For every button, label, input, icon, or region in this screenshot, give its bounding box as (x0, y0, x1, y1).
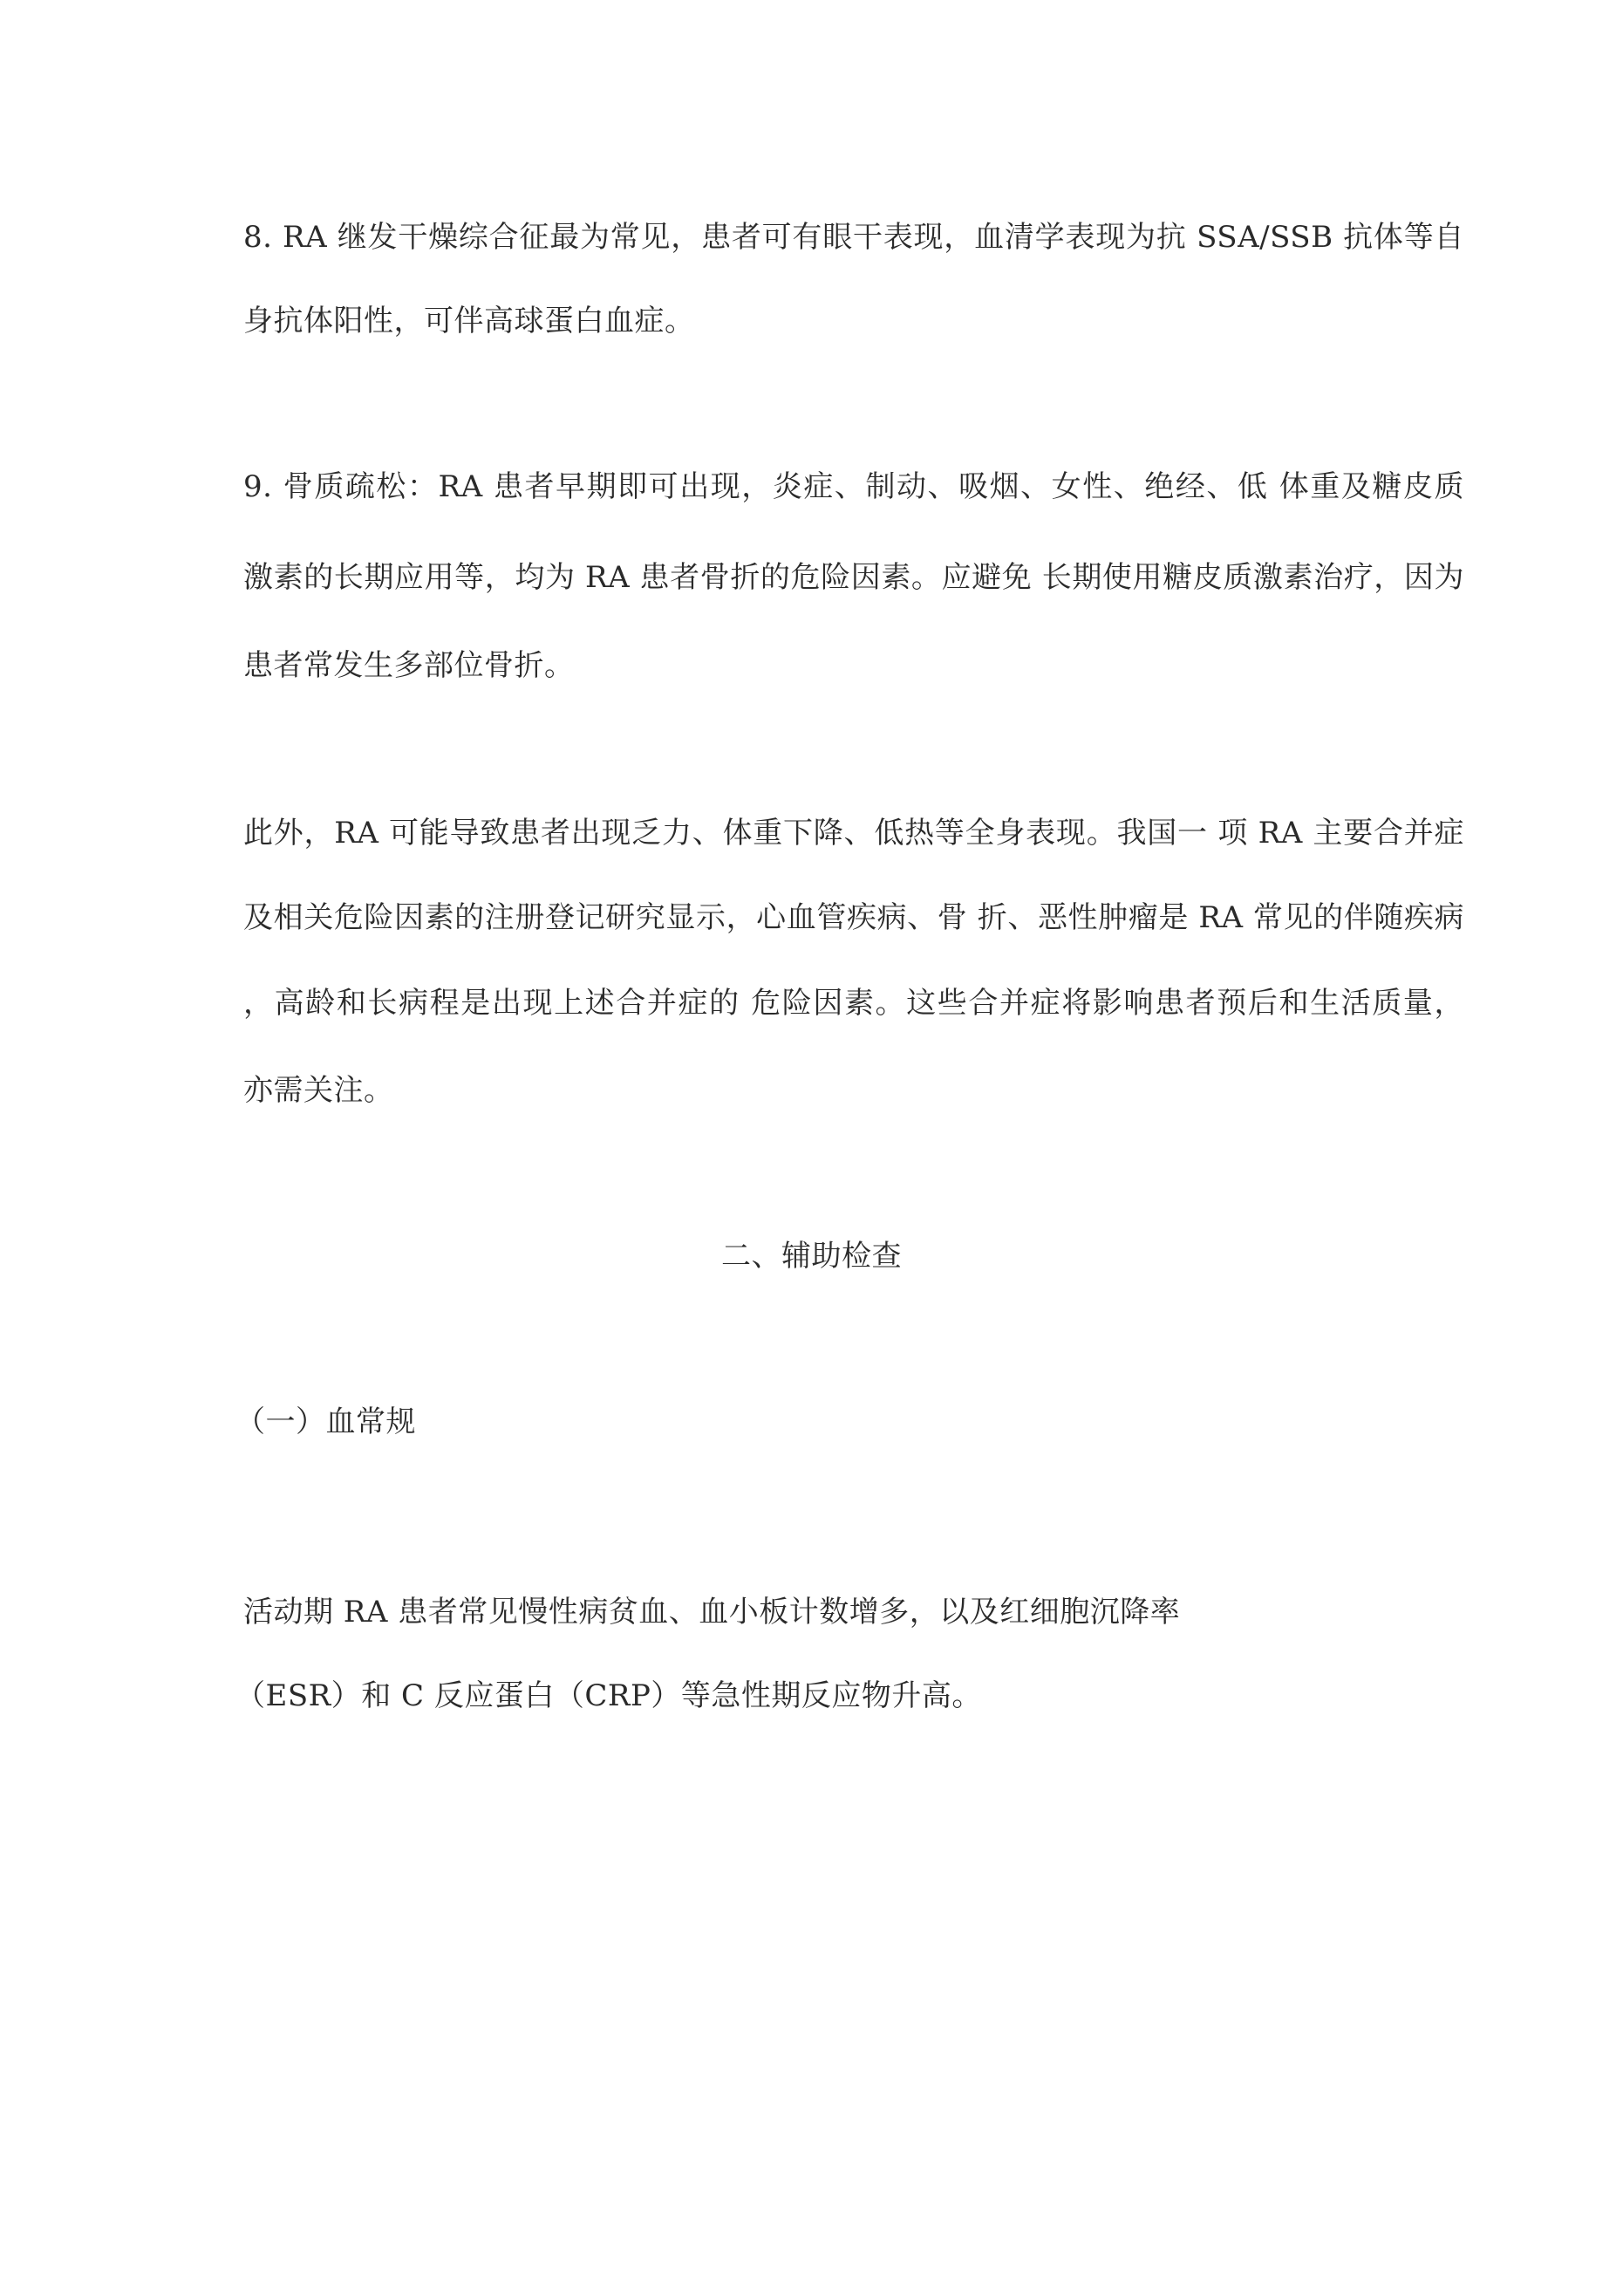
blood-routine-line2: （ESR）和 C 反应蛋白（CRP）等急性期反应物升高。 (235, 1678, 982, 1713)
item8-line1: 8. RA 继发干燥综合征最为常见，患者可有眼干表现，血清学表现为抗 SSA/SSB 抗体等自 (243, 220, 1464, 255)
addition-line4: 亦需关注。 (243, 1073, 394, 1108)
section-title: 二、辅助检查 (721, 1239, 902, 1274)
item9-line1: 9. 骨质疏松：RA 患者早期即可出现，炎症、制动、吸烟、女性、绝经、低 体重及糖皮质 (243, 469, 1464, 504)
blood-routine-line1: 活动期 RA 患者常见慢性病贫血、血小板计数增多，以及红细胞沉降率 (243, 1595, 1181, 1630)
addition-line2: 及相关危险因素的注册登记研究显示，心血管疾病、骨 折、恶性肿瘤是 RA 常见的伴随疾病 (243, 900, 1464, 935)
item9-line2: 激素的长期应用等，均为 RA 患者骨折的危险因素。应避免 长期使用糖皮质激素治疗，因为 (243, 560, 1464, 595)
item8-line2: 身抗体阳性，可伴高球蛋白血症。 (243, 304, 695, 338)
subsection-title: （一）血常规 (235, 1404, 416, 1439)
addition-line3: ，高龄和长病程是出现上述合并症的 危险因素。这些合并症将影响患者预后和生活质量， (243, 986, 1464, 1021)
addition-line1: 此外，RA 可能导致患者出现乏力、体重下降、低热等全身表现。我国一 项 RA 主要合并症 (243, 816, 1464, 851)
item9-line3: 患者常发生多部位骨折。 (243, 648, 575, 683)
